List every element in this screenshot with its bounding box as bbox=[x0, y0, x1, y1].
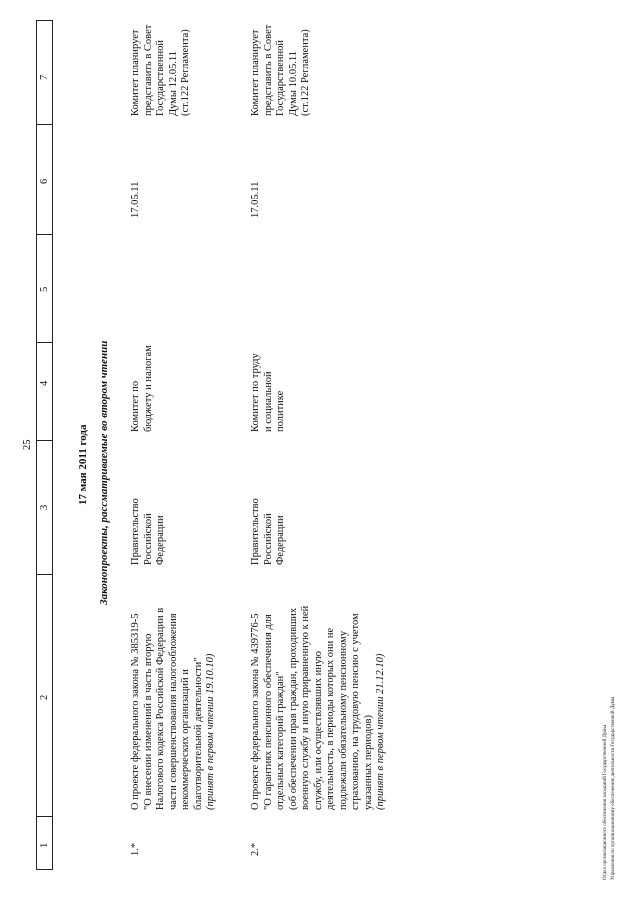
column-number-5: 5 bbox=[39, 286, 50, 292]
responsible-committee: Комитет по бюджету и налогам bbox=[130, 345, 154, 432]
column-number-6: 6 bbox=[39, 178, 50, 184]
column-divider bbox=[36, 234, 52, 235]
bill-author: Правительство Российской Федерации bbox=[130, 498, 166, 565]
date-heading: 17 мая 2011 года bbox=[77, 424, 89, 505]
column-divider bbox=[36, 20, 52, 21]
row-number: 2.* bbox=[250, 842, 261, 856]
bill-author: Правительство Российской Федерации bbox=[250, 498, 286, 565]
remark: Комитет планирует представить в Совет Государственной Думы 12.05.11 (ст.122 Регламента) bbox=[130, 24, 191, 116]
header-table-top-border bbox=[36, 20, 37, 870]
row-number: 1.* bbox=[130, 842, 141, 856]
column-number-2: 2 bbox=[39, 694, 50, 700]
responsible-committee: Комитет по труду и социальной политике bbox=[250, 353, 286, 432]
remark: Комитет планирует представить в Совет Государственной Думы 10.05.11 (ст.122 Регламента) bbox=[250, 24, 311, 116]
column-number-1: 1 bbox=[39, 842, 50, 848]
review-date: 17.05.11 bbox=[250, 181, 261, 218]
footer-directorate: Управления по организационному обеспечению деятельности Государственной Думы bbox=[611, 696, 616, 880]
page-number: 25 bbox=[22, 439, 33, 450]
header-table-bottom-border bbox=[52, 20, 53, 870]
column-divider bbox=[36, 342, 52, 343]
first-reading-note: (принят в первом чтении 21.12.10) bbox=[375, 653, 386, 810]
section-heading: Законопроекты, рассматриваемые во втором чтении bbox=[98, 340, 110, 605]
column-divider bbox=[36, 869, 52, 870]
column-number-3: 3 bbox=[39, 504, 50, 510]
first-reading-note: (принят в первом чтении 19.10.10) bbox=[205, 653, 216, 810]
column-number-4: 4 bbox=[39, 380, 50, 386]
column-divider bbox=[36, 574, 52, 575]
bill-description: О проекте федерального закона № 439776-5 "О гарантиях пенсионного обеспечения для отдельных категорий граждан" (об обеспечении прав граждан, проходивших военную службу и иную приравненную к ней службу, или осуществлявших иную деятельность, в периоды которых они не подлежали обязательному пенсионному страхованию, на трудовую пенсию с учетом указанных периодов) (принят в первом чтении 21.12.10) bbox=[250, 605, 386, 810]
column-divider bbox=[36, 816, 52, 817]
column-number-7: 7 bbox=[39, 74, 50, 80]
bill-description: О проекте федерального закона № 385319-5 "О внесении изменений в часть вторую Налогового кодекса Российской Федерации в части совершенствования налогообложения некоммерческих организаций и благотворительной деятельности" (принят в первом чтении 19.10.10) bbox=[130, 607, 216, 810]
column-divider bbox=[36, 124, 52, 125]
column-divider bbox=[36, 440, 52, 441]
footer-department: Отдел организационного обеспечения заседаний Государственной Думы bbox=[603, 725, 608, 880]
review-date: 17.05.11 bbox=[130, 181, 141, 218]
